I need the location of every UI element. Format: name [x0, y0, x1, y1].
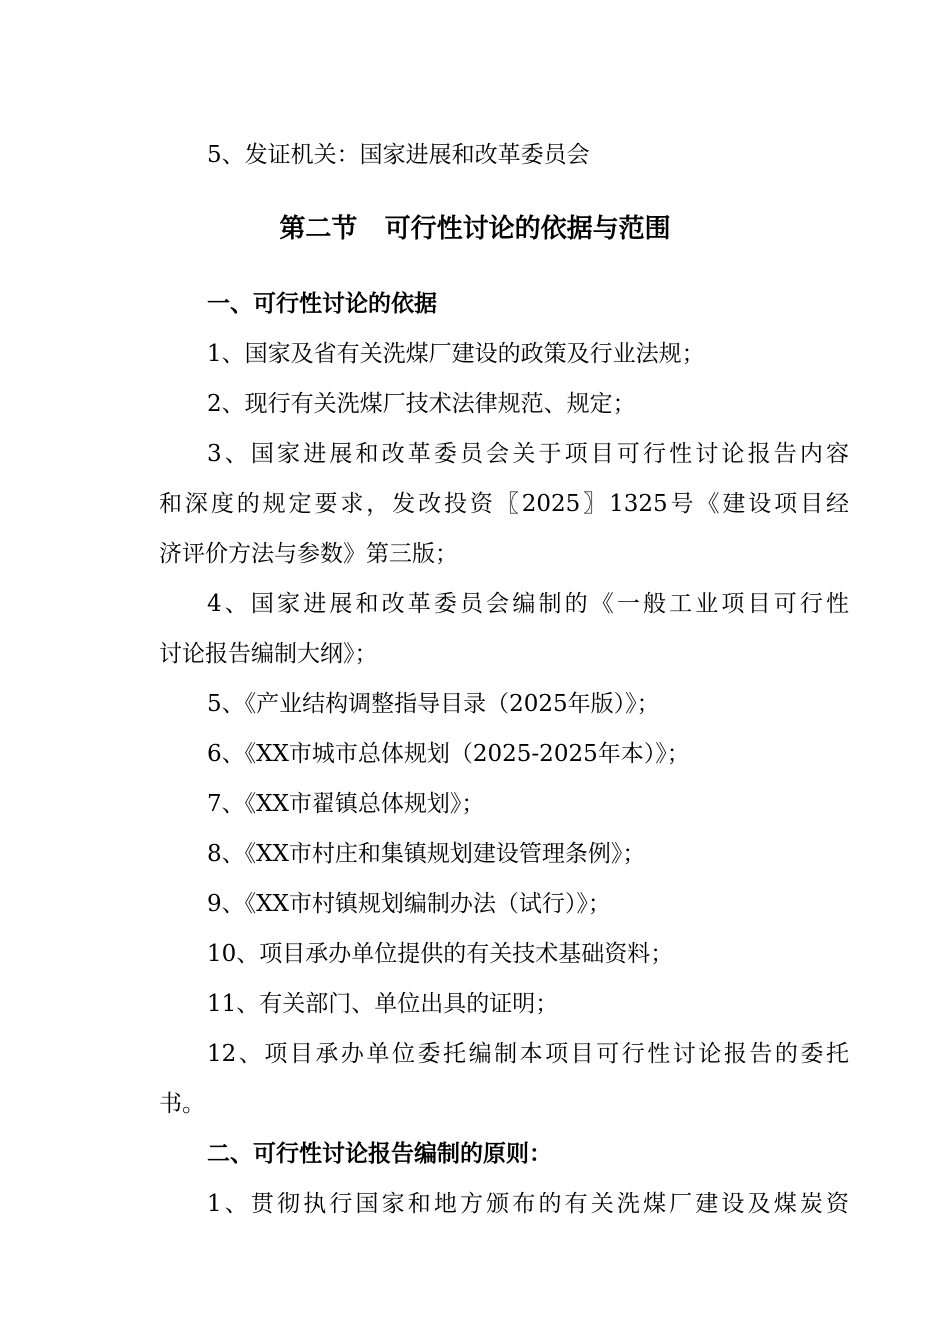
- issuing-authority-line: 5、发证机关：国家进展和改革委员会: [207, 142, 590, 168]
- subheading-basis: 一、可行性讨论的依据: [207, 291, 437, 317]
- basis-item-12-line-2: 书。: [159, 1091, 205, 1117]
- basis-item-4-line-2: 讨论报告编制大纲》；: [159, 641, 378, 667]
- basis-item-3-line-2: 和深度的规定要求，发改投资〖2025〗1325号《建设项目经: [159, 491, 849, 517]
- section-heading: 第二节 可行性讨论的依据与范围: [279, 214, 671, 244]
- basis-item-2: 2、现行有关洗煤厂技术法律规范、规定；: [207, 391, 636, 417]
- basis-item-3-line-1: 3、国家进展和改革委员会关于项目可行性讨论报告内容: [207, 441, 849, 467]
- basis-item-11: 11、有关部门、单位出具的证明；: [207, 991, 559, 1017]
- principle-item-1-line-1: 1、贯彻执行国家和地方颁布的有关洗煤厂建设及煤炭资: [207, 1191, 849, 1217]
- basis-item-10: 10、项目承办单位提供的有关技术基础资料；: [207, 941, 674, 967]
- basis-item-4-line-1: 4、国家进展和改革委员会编制的《一般工业项目可行性: [207, 591, 849, 617]
- basis-item-5: 5、《产业结构调整指导目录（2025年版）》；: [207, 691, 660, 717]
- basis-item-7: 7、《XX市翟镇总体规划》；: [207, 791, 485, 817]
- basis-item-1: 1、国家及省有关洗煤厂建设的政策及行业法规；: [207, 341, 705, 367]
- basis-item-9: 9、《XX市村镇规划编制办法（试行）》；: [207, 891, 611, 917]
- basis-item-8: 8、《XX市村庄和集镇规划建设管理条例》；: [207, 841, 646, 867]
- basis-item-3-line-3: 济评价方法与参数》第三版；: [159, 541, 458, 567]
- basis-item-12-line-1: 12、项目承办单位委托编制本项目可行性讨论报告的委托: [207, 1041, 849, 1067]
- basis-item-6: 6、《XX市城市总体规划（2025-2025年本）》；: [207, 741, 690, 767]
- subheading-principles: 二、可行性讨论报告编制的原则：: [207, 1141, 552, 1167]
